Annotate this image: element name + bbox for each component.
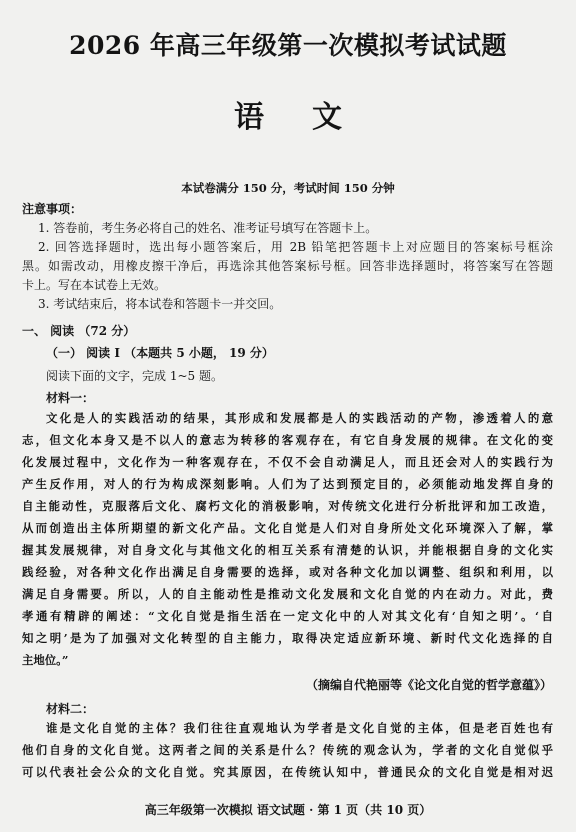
material-1-line: 从而创造出主体所期望的新文化产品。文化自觉是人们对自身所处文化环境深入了解，掌 (22, 521, 553, 535)
material-1-line: 自主能动性，克服落后文化、腐朽文化的消极影响，对传统文化进行分析批评和加工改造， (22, 499, 553, 513)
material-1-line: 践经验，对各种文化作出满足自身需要的选择，或对各种文化加以调整、组织和利用，以 (22, 565, 553, 579)
material-1-source: （摘编自代艳丽等《论文化自觉的哲学意蕴》） (305, 678, 552, 692)
material-1-line: 文化是人的实践活动的结果，其形成和发展都是人的实践活动的产物，渗透着人的意 (46, 411, 553, 425)
exam-title: 2026 年高三年级第一次模拟考试试题 (69, 31, 507, 60)
material-2-label: 材料二： (46, 702, 95, 716)
material-1-line: 满足自身需要。所以，人的自主能动性是推动文化发展和文化自觉的内在动力。对此，费 (22, 587, 553, 601)
subsection-heading: （一） 阅读 I （本题共 5 小题， 19 分） (46, 346, 274, 360)
notice-heading: 注意事项： (22, 202, 83, 216)
notice-item-2-line-3: 卡上。写在本试卷上无效。 (22, 278, 167, 292)
material-1-line: 知之明’是为了加强对文化转型的自主能力，取得决定适应新环境、新时代文化选择的自 (22, 631, 553, 645)
material-2-line: 可以代表社会公众的文化自觉。究其原因，在传统认知中，普通民众的文化自觉是相对迟 (22, 765, 553, 779)
material-2-line: 谁是文化自觉的主体？我们往往直观地认为学者是文化自觉的主体，但是老百姓也有 (46, 721, 553, 735)
material-1-line: 主地位。” (22, 653, 69, 667)
material-1-line: 产生反作用，对人的行为构成深刻影响。人们为了达到预定目的，必须能动地发挥自身的 (22, 477, 553, 491)
notice-item-2-line-2: 黑。如需改动，用橡皮擦干净后，再选涂其他答案标号框。回答非选择题时，将答案写在答题 (22, 259, 553, 273)
material-1-line: 握其发展规律，对自身文化与其他文化的相互关系有清楚的认识，并能根据自身的文化实 (22, 543, 553, 557)
material-1-line: 志，但文化本身又是不以人的意志为转移的客观存在，有它自身发展的规律。在文化的变 (22, 433, 553, 447)
instruction-text: 阅读下面的文字，完成 1~5 题。 (46, 369, 223, 383)
material-1-label: 材料一： (46, 391, 95, 405)
notice-item-3: 3. 考试结束后，将本试卷和答题卡一并交回。 (38, 297, 282, 311)
material-1-line: 孝通有精辟的阐述：“文化自觉是指生活在一定文化中的人对其文化有‘自知之明’。‘自 (22, 609, 553, 623)
subject-title: 语文 (234, 100, 390, 135)
section-heading: 一、 阅读 （72 分） (22, 324, 136, 338)
material-1-line: 化发展过程中，文化作为一种客观存在，不仅不会自动满足人，而且还会对人的实践行为 (22, 455, 553, 469)
score-info: 本试卷满分 150 分，考试时间 150 分钟 (181, 181, 395, 195)
notice-item-1: 1. 答卷前，考生务必将自己的姓名、准考证号填写在答题卡上。 (38, 221, 378, 235)
material-2-line: 他们自身的文化自觉。这两者之间的关系是什么？传统的观念认为，学者的文化自觉似乎 (22, 743, 553, 757)
notice-item-2-line-1: 2. 回答选择题时，选出每小题答案后，用 2B 铅笔把答题卡上对应题目的答案标号框涂 (38, 240, 553, 254)
page-footer: 高三年级第一次模拟 语文试题 · 第 1 页（共 10 页） (144, 803, 432, 817)
